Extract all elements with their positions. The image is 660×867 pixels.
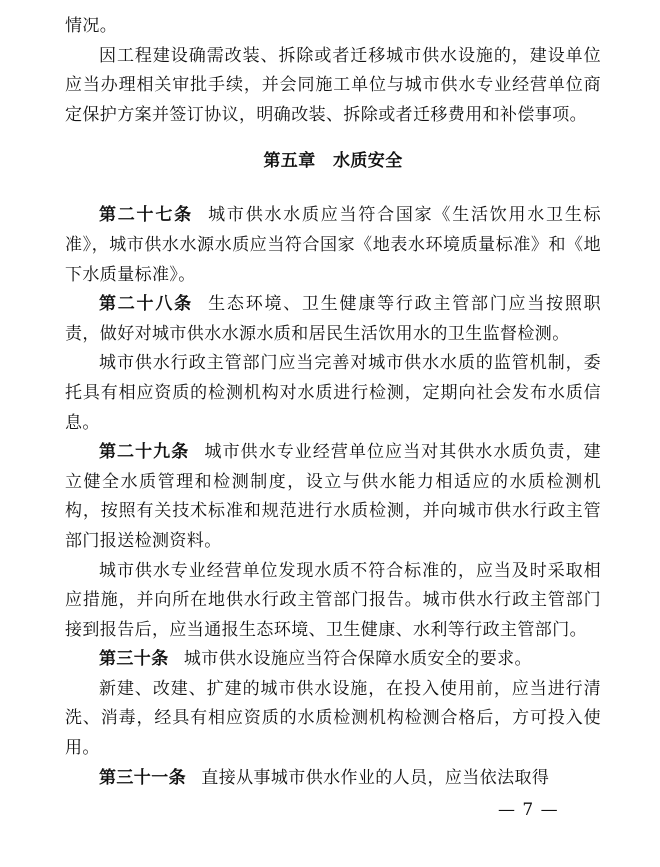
article-text: 城市供水设施应当符合保障水质安全的要求。 xyxy=(183,649,532,670)
page-number: — 7 — xyxy=(498,800,559,820)
article-text: 城市供水专业经营单位应当对其供水水质负责，建立健全水质管理和检测制度，设立与供水能力相适应的水质检测机构，按照有关技术标准和规范进行水质检测，并向城市供水行政主管部门报送检测资料。 xyxy=(65,442,601,551)
article-number: 第二十八条 xyxy=(99,294,193,315)
article-28 xyxy=(65,290,601,349)
article-text: 生态环境、卫生健康等行政主管部门应当按照职责，做好对城市供水水源水质和居民生活饮用水的卫生监督检测。 xyxy=(65,294,601,344)
article-number: 第三十条 xyxy=(99,649,169,670)
article-28-paragraph-2: 城市供水行政主管部门应当完善对城市供水水质的监管机制，委托具有相应资质的检测机构对水质进行检测，定期向社会发布水质信息。 xyxy=(65,353,601,433)
article-29 xyxy=(65,438,601,556)
continued-paragraph: 情况。 xyxy=(65,16,118,36)
article-31 xyxy=(65,764,601,794)
article-29-paragraph-2: 城市供水专业经营单位发现水质不符合标准的，应当及时采取相应措施，并向所在地供水行政主管部门报告。城市供水行政主管部门接到报告后，应当通报生态环境、卫生健康、水利等行政主管部门。 xyxy=(65,560,601,640)
article-30 xyxy=(65,645,601,675)
article-text: 城市供水水质应当符合国家《生活饮用水卫生标准》，城市供水水源水质应当符合国家《地表水环境质量标准》和《地下水质量标准》。 xyxy=(65,205,601,285)
article-27 xyxy=(65,201,601,290)
article-30-paragraph-2: 新建、改建、扩建的城市供水设施，在投入使用前，应当进行清洗、消毒，经具有相应资质的水质检测机构检测合格后，方可投入使用。 xyxy=(65,678,601,759)
article-text: 直接从事城市供水作业的人员，应当依法取得 xyxy=(201,767,550,788)
article-number: 第三十一条 xyxy=(99,767,186,788)
paragraph-demolition: 因工程建设确需改装、拆除或者迁移城市供水设施的，建设单位应当办理相关审批手续，并会同施工单位与城市供水专业经营单位商定保护方案并签订协议，明确改装、拆除或者迁移费用和补偿事项。 xyxy=(65,45,601,125)
article-number: 第二十九条 xyxy=(99,442,190,463)
chapter-title: 第五章 水质安全 xyxy=(263,151,403,172)
article-number: 第二十七条 xyxy=(99,205,193,226)
body-text xyxy=(65,12,601,793)
